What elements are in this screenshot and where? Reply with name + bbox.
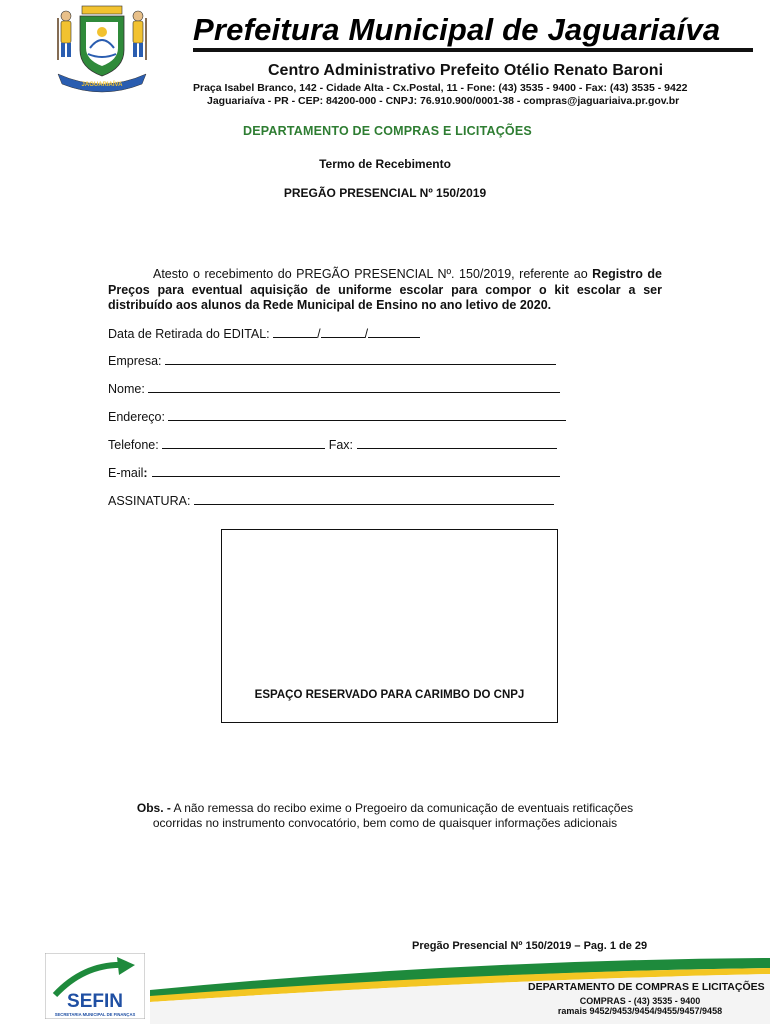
observation-text-1: A não remessa do recibo exime o Pregoeiro da comunicação de eventuais retificações — [170, 801, 634, 815]
page-header-title: Prefeitura Municipal de Jaguariaíva — [193, 12, 721, 47]
telefone-blank[interactable] — [162, 437, 325, 449]
svg-text:1823: 1823 — [66, 72, 78, 78]
endereco-blank[interactable] — [168, 409, 566, 421]
svg-text:SECRETARIA MUNICIPAL DE FINANÇ: SECRETARIA MUNICIPAL DE FINANÇAS — [54, 1012, 136, 1017]
crest-left-figure — [58, 11, 71, 60]
crest-shield — [80, 6, 124, 76]
date-year-blank[interactable] — [368, 326, 420, 338]
assinatura-label: ASSINATURA: — [108, 494, 194, 508]
page-reference: Pregão Presencial Nº 150/2019 – Pag. 1 de 29 — [412, 940, 648, 952]
empresa-label: Empresa: — [108, 354, 165, 368]
footer-extensions: ramais 9452/9453/9454/9455/9457/9458 — [557, 1006, 723, 1016]
nome-blank[interactable] — [148, 381, 560, 393]
document-subtitle: PREGÃO PRESENCIAL Nº 150/2019 — [283, 186, 487, 200]
date-separator: / — [364, 327, 369, 341]
fax-label: Fax: — [328, 438, 357, 452]
cnpj-stamp-box[interactable] — [221, 529, 558, 723]
empresa-field — [108, 353, 556, 368]
date-label: Data de Retirada do EDITAL: — [108, 327, 274, 341]
empresa-blank[interactable] — [165, 353, 556, 365]
cnpj-stamp-label: ESPAÇO RESERVADO PARA CARIMBO DO CNPJ — [254, 689, 525, 701]
assinatura-field — [108, 493, 554, 508]
header-address-line-1: Praça Isabel Branco, 142 - Cidade Alta - Cx.Postal, 11 - Fone: (43) 3535 - 9400 - Fax: (43) 3535 - 9422 — [193, 82, 688, 94]
observation-line-1 — [0, 801, 770, 816]
municipal-crest-logo — [52, 2, 152, 94]
nome-label: Nome: — [108, 382, 149, 396]
header-subtitle: Centro Administrativo Prefeito Otélio Renato Baroni — [268, 62, 664, 79]
footer-department: DEPARTAMENTO DE COMPRAS E LICITAÇÕES — [528, 981, 765, 993]
document-title: Termo de Recebimento — [319, 157, 451, 171]
assinatura-blank[interactable] — [194, 493, 554, 505]
footer-phone: COMPRAS - (43) 3535 - 9400 — [579, 996, 701, 1006]
receipt-paragraph — [108, 267, 662, 314]
endereco-field — [108, 409, 566, 424]
crest-right-figure — [133, 11, 146, 60]
svg-text:JAGUARIAÍVA: JAGUARIAÍVA — [81, 82, 123, 88]
sefin-logo — [45, 953, 145, 1019]
email-label: E-mail — [108, 466, 144, 480]
date-separator: / — [317, 327, 321, 341]
fax-blank[interactable] — [357, 437, 557, 449]
paragraph-plain-text: Atesto o recebimento do PREGÃO PRESENCIAL Nº. 150/2019, referente ao — [153, 267, 593, 281]
email-blank[interactable] — [152, 465, 560, 477]
telefone-fax-field — [108, 437, 557, 452]
date-field — [108, 326, 420, 341]
endereco-label: Endereço: — [108, 410, 169, 424]
svg-text:1908: 1908 — [128, 72, 140, 78]
email-field — [108, 465, 560, 480]
nome-field — [108, 381, 560, 396]
telefone-label: Telefone: — [108, 438, 163, 452]
paragraph-bold-text: Registro de Preços para eventual aquisição de uniforme escolar para compor o kit escolar a ser distribuído aos alunos da Rede Municipal de Ensino no ano letivo de 2020. — [108, 267, 662, 312]
observation-lead: Obs. - — [136, 801, 171, 815]
date-day-blank[interactable] — [273, 326, 317, 338]
header-divider — [193, 48, 753, 52]
observation-line-2: ocorridas no instrumento convocatório, bem como de quaisquer informações adicionais — [152, 816, 618, 830]
date-month-blank[interactable] — [321, 326, 365, 338]
header-address-line-2: Jaguariaíva - PR - CEP: 84200-000 - CNPJ: 76.910.900/0001-38 - compras@jaguariaiva.pr.gov.br — [207, 95, 680, 107]
svg-text:SEFIN: SEFIN — [67, 991, 123, 1012]
header-department: DEPARTAMENTO DE COMPRAS E LICITAÇÕES — [243, 124, 532, 138]
email-colon: : — [143, 466, 148, 480]
